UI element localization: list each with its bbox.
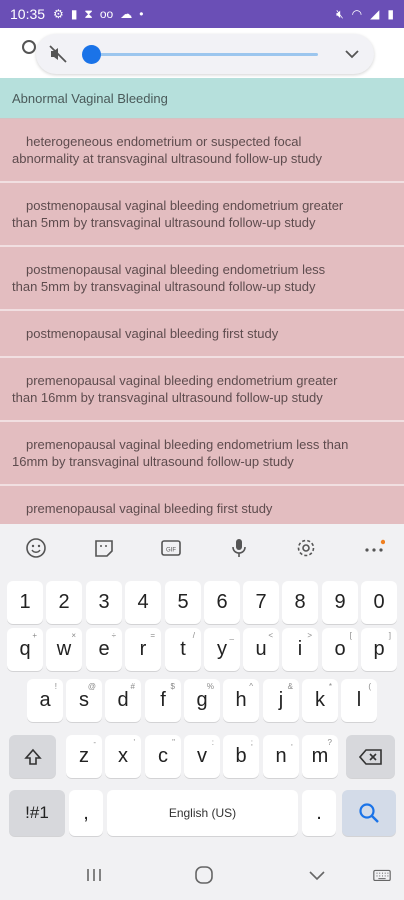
cloud-icon: ☁ bbox=[120, 7, 133, 21]
key-a[interactable]: a ! bbox=[27, 679, 63, 722]
list-item[interactable]: postmenopausal vaginal bleeding endometrium greater than 5mm by transvaginal ultrasound follow-up study bbox=[0, 183, 404, 247]
backspace-icon bbox=[359, 748, 383, 766]
symbols-key[interactable]: !#1 bbox=[9, 790, 65, 836]
comma-key[interactable]: , bbox=[69, 790, 103, 836]
key-s[interactable]: s @ bbox=[66, 679, 102, 722]
key-y[interactable]: y _ bbox=[204, 628, 240, 671]
key-3[interactable]: 3 bbox=[86, 581, 122, 624]
shift-icon bbox=[23, 747, 43, 767]
key-0[interactable]: 0 bbox=[361, 581, 397, 624]
key-5[interactable]: 5 bbox=[165, 581, 201, 624]
key-b[interactable]: b ; bbox=[223, 735, 259, 778]
key-n[interactable]: n , bbox=[263, 735, 299, 778]
svg-text:GIF: GIF bbox=[166, 547, 177, 554]
space-key[interactable]: English (US) bbox=[107, 790, 298, 836]
list-item[interactable]: premenopausal vaginal bleeding endometrium less than 16mm by transvaginal ultrasound follow-up study bbox=[0, 422, 404, 486]
key-9[interactable]: 9 bbox=[322, 581, 358, 624]
key-f[interactable]: f $ bbox=[145, 679, 181, 722]
key-d[interactable]: d # bbox=[105, 679, 141, 722]
more-icon[interactable] bbox=[362, 536, 386, 560]
battery-icon: ▮ bbox=[387, 7, 394, 21]
key-8[interactable]: 8 bbox=[282, 581, 318, 624]
volume-slider-thumb[interactable] bbox=[82, 45, 101, 64]
key-e[interactable]: e ÷ bbox=[86, 628, 122, 671]
mute-icon: 🔇︎ bbox=[336, 7, 344, 21]
settings-icon: ⚙ bbox=[53, 7, 64, 21]
bookmark-icon: ▮ bbox=[70, 7, 78, 21]
status-bar bbox=[0, 0, 404, 28]
key-4[interactable]: 4 bbox=[125, 581, 161, 624]
hourglass-icon: ⧗ bbox=[84, 7, 93, 21]
list-item[interactable]: heterogeneous endometrium or suspected focal abnormality at transvaginal ultrasound follow-up study bbox=[0, 119, 404, 183]
recent-apps-icon[interactable] bbox=[83, 864, 105, 886]
key-7[interactable]: 7 bbox=[243, 581, 279, 624]
volume-slider-track[interactable] bbox=[92, 53, 318, 56]
keyboard bbox=[0, 572, 404, 850]
key-p[interactable]: p ] bbox=[361, 628, 397, 671]
search-icon[interactable] bbox=[22, 40, 36, 54]
key-k[interactable]: k * bbox=[302, 679, 338, 722]
gif-icon[interactable] bbox=[159, 536, 183, 560]
list-header[interactable]: Abnormal Vaginal Bleeding bbox=[0, 78, 404, 119]
signal-icon: ◢ bbox=[370, 7, 380, 21]
keyboard-icon[interactable] bbox=[372, 864, 392, 886]
key-g[interactable]: g % bbox=[184, 679, 220, 722]
search-icon bbox=[358, 802, 380, 824]
key-m[interactable]: m ? bbox=[302, 735, 338, 778]
wifi-icon: ◠ bbox=[351, 7, 363, 21]
key-u[interactable]: u < bbox=[243, 628, 279, 671]
chevron-down-icon[interactable] bbox=[344, 46, 360, 62]
key-v[interactable]: v : bbox=[184, 735, 220, 778]
voicemail-icon: oo bbox=[99, 7, 114, 21]
key-o[interactable]: o [ bbox=[322, 628, 358, 671]
dot-icon: • bbox=[139, 7, 144, 21]
key-r[interactable]: r = bbox=[125, 628, 161, 671]
keyboard-toolbar bbox=[0, 524, 404, 572]
key-h[interactable]: h ^ bbox=[223, 679, 259, 722]
list-item[interactable]: premenopausal vaginal bleeding endometrium greater than 16mm by transvaginal ultrasound follow-up study bbox=[0, 358, 404, 422]
home-icon[interactable] bbox=[193, 864, 215, 886]
key-1[interactable]: 1 bbox=[7, 581, 43, 624]
sticker-icon[interactable] bbox=[92, 536, 116, 560]
key-q[interactable]: q + bbox=[7, 628, 43, 671]
gear-icon[interactable] bbox=[294, 536, 318, 560]
emoji-icon[interactable] bbox=[24, 536, 48, 560]
search-row bbox=[0, 28, 404, 78]
search-key[interactable] bbox=[342, 790, 396, 836]
key-c[interactable]: c " bbox=[145, 735, 181, 778]
microphone-icon[interactable] bbox=[227, 536, 251, 560]
key-j[interactable]: j & bbox=[263, 679, 299, 722]
study-list bbox=[0, 78, 404, 524]
key-6[interactable]: 6 bbox=[204, 581, 240, 624]
list-item[interactable]: premenopausal vaginal bleeding first study bbox=[0, 486, 404, 524]
shift-key[interactable] bbox=[9, 735, 56, 778]
navigation-bar bbox=[0, 850, 404, 900]
key-l[interactable]: l ( bbox=[341, 679, 377, 722]
mute-icon[interactable] bbox=[48, 44, 68, 64]
volume-panel[interactable] bbox=[36, 34, 374, 74]
key-x[interactable]: x ' bbox=[105, 735, 141, 778]
key-t[interactable]: t / bbox=[165, 628, 201, 671]
list-item[interactable]: postmenopausal vaginal bleeding endometrium less than 5mm by transvaginal ultrasound follow-up study bbox=[0, 247, 404, 311]
key-2[interactable]: 2 bbox=[46, 581, 82, 624]
period-key[interactable]: . bbox=[302, 790, 336, 836]
backspace-key[interactable] bbox=[346, 735, 395, 778]
back-icon[interactable] bbox=[306, 864, 328, 886]
key-w[interactable]: w × bbox=[46, 628, 82, 671]
status-time: 10:35 bbox=[10, 6, 46, 22]
key-i[interactable]: i > bbox=[282, 628, 318, 671]
key-z[interactable]: z - bbox=[66, 735, 102, 778]
list-item[interactable]: postmenopausal vaginal bleeding first study bbox=[0, 311, 404, 358]
